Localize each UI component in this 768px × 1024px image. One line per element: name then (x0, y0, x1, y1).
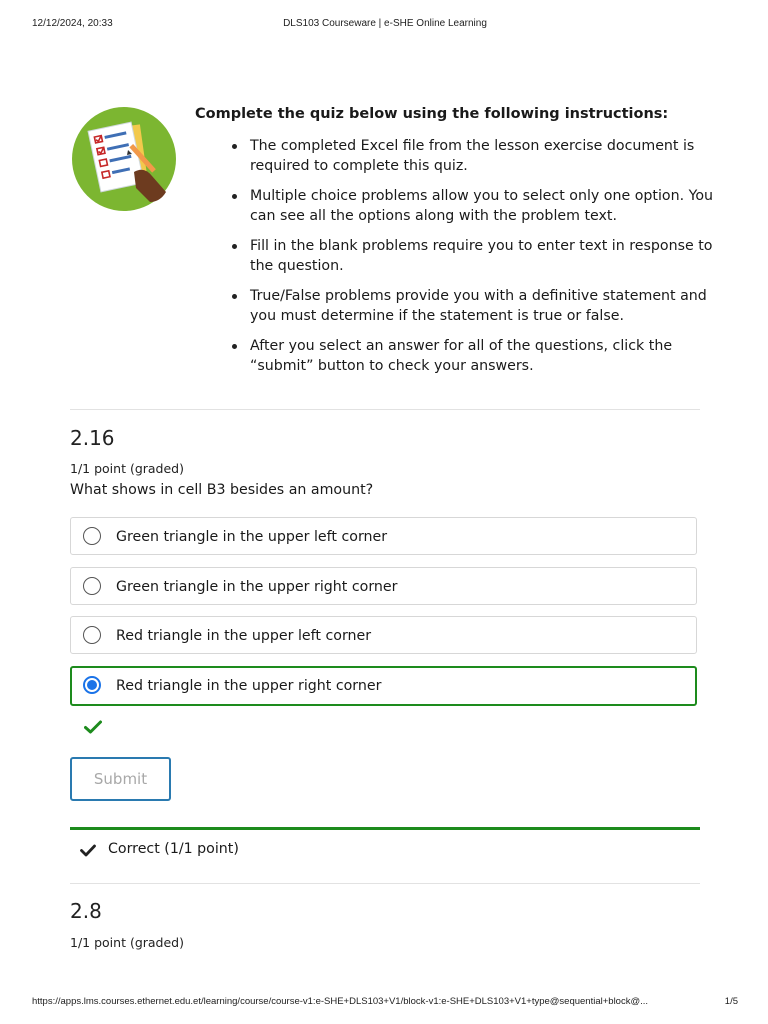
quiz-checklist-illustration (72, 106, 178, 212)
section-divider (70, 883, 700, 884)
quiz-instructions (195, 104, 715, 386)
radio-button-selected-icon[interactable] (83, 676, 101, 694)
bullet-icon (232, 244, 237, 249)
radio-button-icon[interactable] (83, 577, 101, 595)
instructions-list (195, 136, 715, 376)
print-url: https://apps.lms.courses.ethernet.edu.et/learning/course/course-v1:e-SHE+DLS103+V1/block-v1:e-SHE+DLS103+V1+type@sequential+block@... (32, 996, 649, 1007)
instruction-text: The completed Excel file from the lesson exercise document is required to complete this quiz. (250, 138, 695, 174)
answer-option-4[interactable] (70, 666, 697, 706)
answer-option-1[interactable] (70, 517, 697, 555)
instruction-text: After you select an answer for all of the questions, click the “submit” button to check your answers. (250, 338, 673, 374)
instruction-item (250, 336, 715, 376)
instruction-text: Multiple choice problems allow you to select only one option. You can see all the options along with the problem text. (250, 188, 714, 224)
correct-check-icon (84, 719, 102, 733)
bullet-icon (232, 144, 237, 149)
feedback-text: Correct (1/1 point) (108, 841, 239, 857)
problem-title: 2.16 (70, 426, 115, 450)
option-label: Red triangle in the upper left corner (116, 628, 372, 644)
feedback-bar (70, 827, 700, 830)
instruction-item (250, 286, 715, 326)
problem-points: 1/1 point (graded) (70, 461, 184, 476)
problem-points: 1/1 point (graded) (70, 935, 184, 950)
radio-button-icon[interactable] (83, 527, 101, 545)
option-label: Red triangle in the upper right corner (116, 678, 382, 694)
bullet-icon (232, 294, 237, 299)
print-footer (32, 996, 738, 1010)
print-page-title: DLS103 Courseware | e-SHE Online Learning (283, 18, 487, 29)
checkmark-icon (80, 842, 96, 855)
print-page-number: 1/5 (724, 996, 738, 1007)
print-datetime: 12/12/2024, 20:33 (32, 18, 113, 29)
section-divider (70, 409, 700, 410)
option-label: Green triangle in the upper left corner (116, 529, 388, 545)
instruction-item (250, 186, 715, 226)
answer-option-2[interactable] (70, 567, 697, 605)
print-header (32, 18, 738, 32)
submit-button[interactable]: Submit (70, 757, 171, 801)
instruction-item (250, 236, 715, 276)
bullet-icon (232, 194, 237, 199)
instruction-item (250, 136, 715, 176)
problem-question: What shows in cell B3 besides an amount? (70, 482, 374, 498)
instruction-text: Fill in the blank problems require you to enter text in response to the question. (250, 238, 713, 274)
radio-button-icon[interactable] (83, 626, 101, 644)
answer-option-3[interactable] (70, 616, 697, 654)
option-label: Green triangle in the upper right corner (116, 579, 398, 595)
problem-title: 2.8 (70, 899, 102, 923)
instruction-text: True/False problems provide you with a definitive statement and you must determine if the statement is true or false. (250, 288, 707, 324)
bullet-icon (232, 344, 237, 349)
instructions-heading: Complete the quiz below using the following instructions: (195, 106, 669, 122)
